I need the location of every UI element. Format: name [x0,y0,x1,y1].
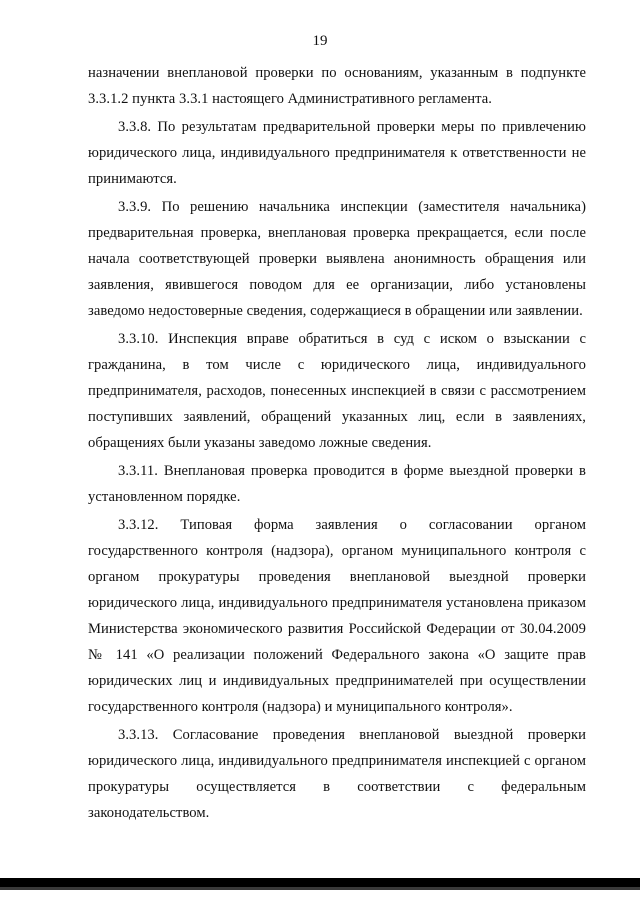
text-line: государственного контроля (надзора), органом муниципального контроля с [88,543,586,559]
paragraph-3-3-9 [88,194,586,324]
scan-edge-shadow [0,887,640,890]
text-line: юридического лица, индивидуального предпринимателя установлена приказом [88,595,586,611]
text-line: установленном порядке. [88,489,241,505]
text-line: 3.3.11. Внеплановая проверка проводится в форме выездной проверки в [118,463,586,479]
text-line: Министерства экономического развития Российской Федерации от 30.04.2009 [88,621,586,637]
document-body [88,60,586,826]
text-line: начала соответствующей проверки выявлена анонимность обращения или [88,251,586,267]
text-line: 3.3.9. По решению начальника инспекции (заместителя начальника) [118,199,586,215]
text-line: юридического лица, индивидуального предпринимателя к ответственности не [88,145,586,161]
paragraph-3-3-8 [88,114,586,192]
text-line: принимаются. [88,171,177,187]
text-line: 3.3.1.2 пункта 3.3.1 настоящего Административного регламента. [88,91,492,107]
text-line: заявления, явившегося поводом для ее организации, либо установлены [88,277,586,293]
paragraph-3-3-10 [88,326,586,456]
text-line: юридического лица, индивидуального предпринимателя инспекцией с органом [88,753,586,769]
text-line: 3.3.13. Согласование проведения внеплановой выездной проверки [118,727,586,743]
text-line: государственного контроля (надзора) и муниципального контроля». [88,699,513,715]
text-line: органом прокуратуры проведения внеплановой выездной проверки [88,569,586,585]
text-line: поступивших заявлений, обращений указанных лиц, если в заявлениях, [88,409,586,425]
text-line: предпринимателя, расходов, понесенных инспекцией в связи с рассмотрением [88,383,586,399]
text-line: предварительная проверка, внеплановая проверка прекращается, если после [88,225,586,241]
paragraph-3-3-13 [88,722,586,826]
scan-edge-bar [0,878,640,887]
paragraph-3-3-11 [88,458,586,510]
paragraph-continuation [88,60,586,112]
text-line: 3.3.10. Инспекция вправе обратиться в суд с иском о взыскании с [118,331,586,347]
text-line: юридических лиц и индивидуальных предпринимателей при осуществлении [88,673,586,689]
text-line: № 141 «О реализации положений Федерального закона «О защите прав [88,647,586,663]
text-line: 3.3.8. По результатам предварительной проверки меры по привлечению [118,119,586,135]
text-line: гражданина, в том числе с юридического лица, индивидуального [88,357,586,373]
text-line: прокуратуры осуществляется в соответствии с федеральным [88,779,586,795]
text-line: обращениях были указаны заведомо ложные сведения. [88,435,432,451]
page-number: 19 [312,33,328,49]
text-line: законодательством. [88,805,210,821]
text-line: назначении внеплановой проверки по основаниям, указанным в подпункте [88,65,586,81]
text-line: 3.3.12. Типовая форма заявления о согласовании органом [118,517,586,533]
paragraph-3-3-12 [88,512,586,720]
text-line: заведомо недостоверные сведения, содержащиеся в обращении или заявлении. [88,303,583,319]
